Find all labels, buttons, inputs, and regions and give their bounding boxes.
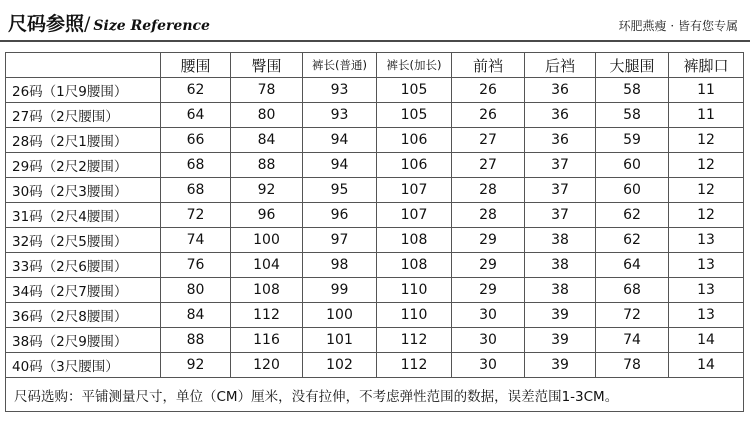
measurement-cell: 13	[669, 228, 744, 253]
measurement-cell: 26	[452, 103, 525, 128]
measurement-cell: 37	[525, 203, 596, 228]
table-row	[6, 78, 744, 103]
table-body	[6, 78, 744, 378]
table-row	[6, 353, 744, 378]
table-row	[6, 178, 744, 203]
measurement-cell: 110	[377, 278, 452, 303]
size-label-cell: 29码（2尺2腰围）	[6, 153, 161, 178]
measurement-cell: 13	[669, 303, 744, 328]
measurement-cell: 93	[303, 78, 377, 103]
measurement-cell: 88	[231, 153, 303, 178]
measurement-cell: 84	[231, 128, 303, 153]
measurement-cell: 96	[303, 203, 377, 228]
measurement-cell: 88	[161, 328, 231, 353]
measurement-cell: 12	[669, 153, 744, 178]
measurement-cell: 112	[231, 303, 303, 328]
size-chart-table	[5, 52, 744, 412]
measurement-cell: 60	[596, 153, 669, 178]
measurement-cell: 28	[452, 178, 525, 203]
measurement-cell: 26	[452, 78, 525, 103]
measurement-cell: 68	[596, 278, 669, 303]
size-label-cell: 32码（2尺5腰围）	[6, 228, 161, 253]
measurement-cell: 102	[303, 353, 377, 378]
table-row	[6, 153, 744, 178]
measurement-cell: 38	[525, 228, 596, 253]
size-label-cell: 30码（2尺3腰围）	[6, 178, 161, 203]
measurement-cell: 78	[231, 78, 303, 103]
page-header	[0, 0, 750, 48]
measurement-cell: 39	[525, 353, 596, 378]
measurement-cell: 97	[303, 228, 377, 253]
measurement-cell: 58	[596, 78, 669, 103]
header-divider	[0, 40, 750, 42]
brand-slogan: 环肥燕瘦 · 皆有您专属	[618, 19, 738, 33]
measurement-cell: 68	[161, 178, 231, 203]
table-header-row	[6, 53, 744, 78]
size-label-cell: 40码（3尺腰围）	[6, 353, 161, 378]
measurement-cell: 30	[452, 328, 525, 353]
measurement-cell: 12	[669, 178, 744, 203]
measurement-cell: 62	[596, 203, 669, 228]
table-row	[6, 228, 744, 253]
measurement-cell: 62	[161, 78, 231, 103]
size-label-cell: 36码（2尺8腰围）	[6, 303, 161, 328]
column-header: 裤长(加长)	[377, 53, 452, 78]
measurement-cell: 104	[231, 253, 303, 278]
measurement-cell: 38	[525, 278, 596, 303]
measurement-cell: 12	[669, 203, 744, 228]
column-header: 裤脚口	[669, 53, 744, 78]
title-chinese: 尺码参照	[8, 13, 85, 35]
measurement-cell: 27	[452, 153, 525, 178]
measurement-cell: 59	[596, 128, 669, 153]
measurement-cell: 105	[377, 103, 452, 128]
note-row	[6, 378, 744, 412]
measurement-cell: 107	[377, 203, 452, 228]
size-label-cell: 38码（2尺9腰围）	[6, 328, 161, 353]
measurement-cell: 80	[231, 103, 303, 128]
measurement-cell: 62	[596, 228, 669, 253]
page-title	[8, 9, 210, 36]
measurement-cell: 106	[377, 153, 452, 178]
measurement-cell: 96	[231, 203, 303, 228]
measurement-cell: 29	[452, 278, 525, 303]
size-label-cell: 27码（2尺腰围）	[6, 103, 161, 128]
measurement-cell: 37	[525, 178, 596, 203]
measurement-cell: 29	[452, 253, 525, 278]
measurement-cell: 107	[377, 178, 452, 203]
measurement-cell: 36	[525, 78, 596, 103]
measurement-cell: 95	[303, 178, 377, 203]
size-label-cell: 26码（1尺9腰围）	[6, 78, 161, 103]
measurement-cell: 108	[231, 278, 303, 303]
measurement-cell: 74	[596, 328, 669, 353]
column-header: 后裆	[525, 53, 596, 78]
measurement-cell: 101	[303, 328, 377, 353]
table-row	[6, 278, 744, 303]
measurement-cell: 60	[596, 178, 669, 203]
title-english: Size Reference	[93, 18, 210, 34]
measurement-cell: 78	[596, 353, 669, 378]
measurement-cell: 68	[161, 153, 231, 178]
measurement-cell: 116	[231, 328, 303, 353]
measurement-cell: 105	[377, 78, 452, 103]
size-label-cell: 31码（2尺4腰围）	[6, 203, 161, 228]
measurement-cell: 92	[161, 353, 231, 378]
measurement-cell: 108	[377, 253, 452, 278]
measurement-cell: 12	[669, 128, 744, 153]
measurement-cell: 100	[303, 303, 377, 328]
size-label-cell: 34码（2尺7腰围）	[6, 278, 161, 303]
measurement-cell: 108	[377, 228, 452, 253]
measurement-cell: 84	[161, 303, 231, 328]
table-row	[6, 328, 744, 353]
measurement-cell: 13	[669, 253, 744, 278]
table-row	[6, 203, 744, 228]
measurement-cell: 27	[452, 128, 525, 153]
measurement-cell: 64	[161, 103, 231, 128]
measurement-cell: 92	[231, 178, 303, 203]
measurement-cell: 58	[596, 103, 669, 128]
table-row	[6, 103, 744, 128]
measurement-cell: 100	[231, 228, 303, 253]
size-label-cell: 33码（2尺6腰围）	[6, 253, 161, 278]
measurement-cell: 112	[377, 353, 452, 378]
column-header: 裤长(普通)	[303, 53, 377, 78]
table-row	[6, 253, 744, 278]
measurement-cell: 38	[525, 253, 596, 278]
measurement-cell: 93	[303, 103, 377, 128]
measurement-cell: 11	[669, 103, 744, 128]
table-row	[6, 303, 744, 328]
measurement-cell: 30	[452, 303, 525, 328]
measurement-cell: 30	[452, 353, 525, 378]
column-header: 臀围	[231, 53, 303, 78]
measurement-cell: 39	[525, 303, 596, 328]
column-header-size	[6, 53, 161, 78]
measurement-cell: 110	[377, 303, 452, 328]
column-header: 腰围	[161, 53, 231, 78]
measurement-cell: 72	[596, 303, 669, 328]
measurement-cell: 76	[161, 253, 231, 278]
measurement-cell: 94	[303, 153, 377, 178]
measurement-cell: 29	[452, 228, 525, 253]
measurement-cell: 13	[669, 278, 744, 303]
measurement-cell: 37	[525, 153, 596, 178]
column-header: 大腿围	[596, 53, 669, 78]
measurement-cell: 112	[377, 328, 452, 353]
measurement-cell: 39	[525, 328, 596, 353]
title-separator: /	[84, 13, 91, 35]
measurement-cell: 14	[669, 353, 744, 378]
measurement-cell: 94	[303, 128, 377, 153]
column-header: 前裆	[452, 53, 525, 78]
measurement-cell: 120	[231, 353, 303, 378]
measurement-cell: 98	[303, 253, 377, 278]
table-row	[6, 128, 744, 153]
measurement-cell: 11	[669, 78, 744, 103]
measurement-cell: 80	[161, 278, 231, 303]
measurement-cell: 36	[525, 128, 596, 153]
measurement-cell: 14	[669, 328, 744, 353]
measurement-cell: 64	[596, 253, 669, 278]
measurement-cell: 66	[161, 128, 231, 153]
measurement-cell: 28	[452, 203, 525, 228]
size-label-cell: 28码（2尺1腰围）	[6, 128, 161, 153]
measurement-cell: 36	[525, 103, 596, 128]
measurement-cell: 106	[377, 128, 452, 153]
measurement-cell: 72	[161, 203, 231, 228]
sizing-note: 尺码选购：平铺测量尺寸，单位（CM）厘米，没有拉伸，不考虑弹性范围的数据，误差范围1-3CM。	[6, 378, 744, 412]
measurement-cell: 99	[303, 278, 377, 303]
measurement-cell: 74	[161, 228, 231, 253]
